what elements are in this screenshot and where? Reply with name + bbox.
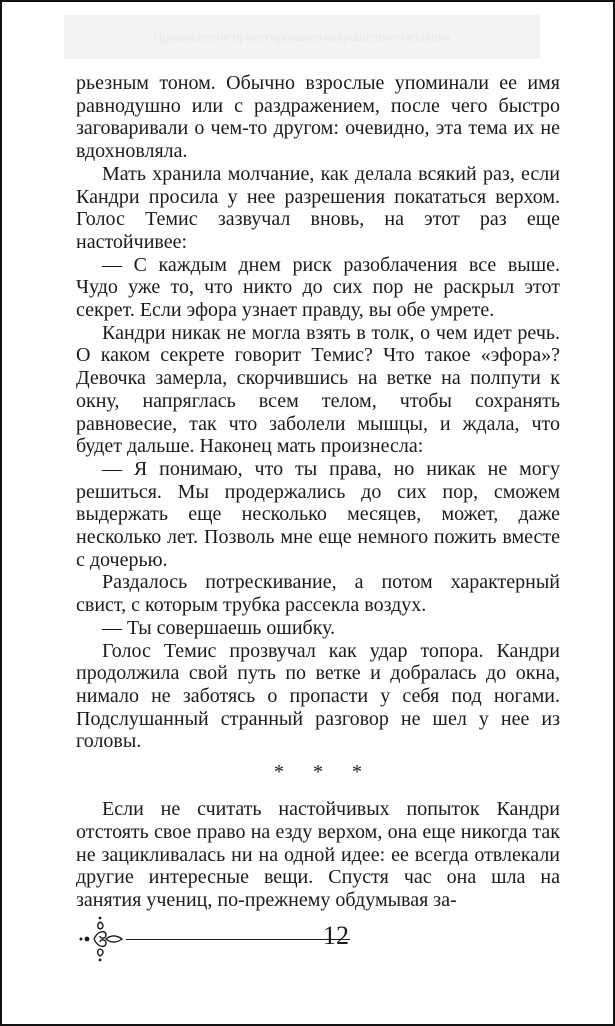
paragraph: Кандри никак не могла взять в толк, о чем идет речь. О каком секрете говорит Темис? Что такое «эфора»? Девочка замерла, скорчившись на ветке на полпути к окну, напряглась всем телом, чтобы сохранять равновесие, так что заболели мышцы, и ждала, что будет дальше. Наконец мать произнесла: [76, 321, 560, 458]
paragraph: — Ты совершаешь ошибку. [102, 616, 336, 639]
paragraph: Если не считать настойчивых попыток Кандри отстоять свое право на езду верхом, она еще никогда так не зацикливалась ни на одной идее: ее всегда отвлекали другие интересные вещи. Спустя час она шла на занятия учениц, по-прежнему обдумывая за- [76, 798, 560, 911]
body-text [76, 72, 560, 912]
page-footer [76, 912, 560, 962]
paragraph: Раздалось потрескивание, а потом характерный свист, с которым трубка рассекла воздух. [76, 571, 560, 617]
paragraph: Мать хранила молчание, как делала всякий раз, если Кандри просила у нее разрешения покататься верхом. Голос Темис зазвучал вновь, на этот раз еще настойчивее: [76, 162, 560, 253]
paragraph: — Я понимаю, что ты права, но никак не могу решиться. Мы продержались до сих пор, сможем выдержать еще несколько месяцев, может, даже несколько лет. Позволь мне еще немного пожить вместе с дочерью. [76, 457, 560, 571]
paragraph: — С каждым днем риск разоблачения все выше. Чудо уже то, что никто до сих пор не раскрыл этот секрет. Если эфора узнает правду, вы обе умрете. [76, 253, 560, 322]
page-number: 12 [323, 921, 349, 950]
top-banner [64, 15, 540, 59]
flourish-ornament-icon [76, 912, 128, 964]
paragraph: рьезным тоном. Обычно взрослые упоминали ее имя равнодушно или с раздражением, после чего быстро заговаривали о чем-то другом: очевидно, эта тема их не вдохновляла. [76, 72, 560, 163]
banner-text: Продолжение проектирования сокращённого издания [153, 29, 451, 44]
section-separator: * * * [274, 761, 374, 784]
paragraph: Голос Темис прозвучал как удар топора. Кандри продолжила свой путь по ветке и добралась до окна, нимало не заботясь о пропасти у себя под ногами. Подслушанный странный разговор не шел у нее из головы. [76, 639, 560, 753]
